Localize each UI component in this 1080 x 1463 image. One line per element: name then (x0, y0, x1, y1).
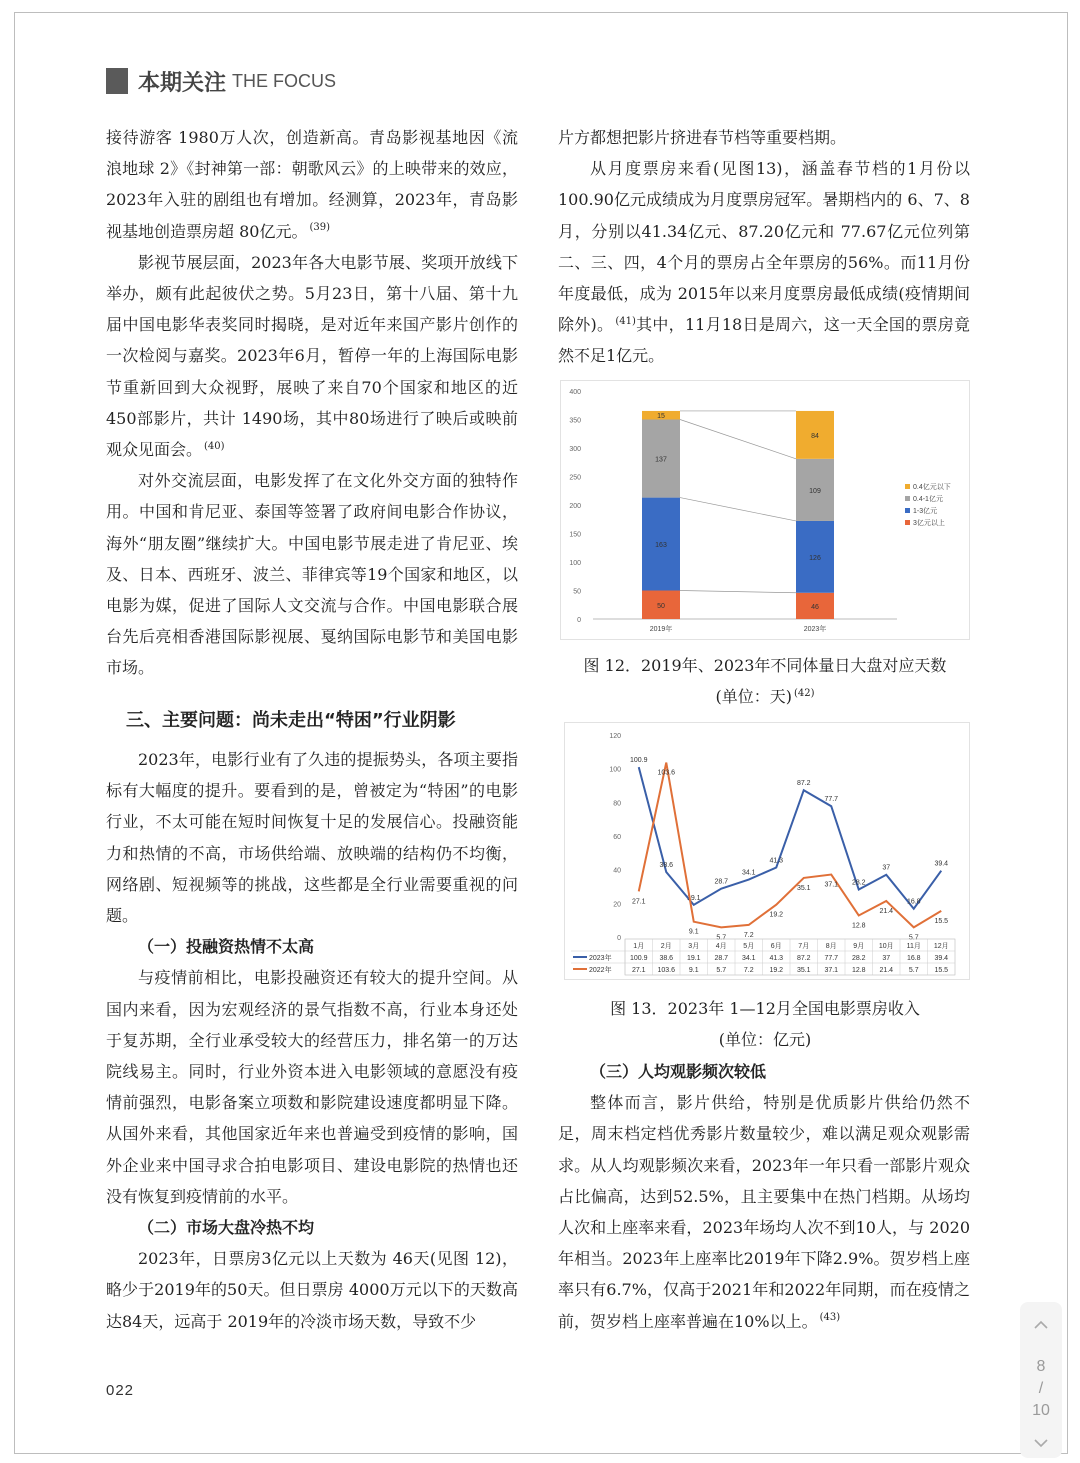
data-label: 39.4 (934, 860, 949, 868)
data-label: 41.3 (769, 857, 784, 865)
data-label: 5.7 (908, 934, 919, 942)
legend-label: 0.4亿元以下 (913, 484, 951, 491)
data-label: 5.7 (716, 934, 727, 942)
paragraph: 对外交流层面，电影发挥了在文化外交方面的独特作用。中国和肯尼亚、泰国等签署了政府间电影合作协议，海外“朋友圈”继续扩大。中国电影节展走进了肯尼亚、埃及、日本、西班牙、波兰、菲律宾等19个国家和地区，以电影为媒，促进了国际人文交流与合作。中国电影联合展台先后亮相香港国际影视展、戛纳国际电影节和美国电影市场。 (106, 471, 518, 678)
section-heading: 三、主要问题：尚未走出“特困”行业阴影 (126, 710, 456, 731)
table-header-cell: 2月 (660, 943, 672, 950)
y-tick-label: 40 (613, 867, 621, 875)
legend-swatch (905, 520, 910, 525)
bar-value-label: 163 (655, 542, 667, 550)
y-tick-label: 100 (609, 766, 621, 774)
paragraph: 2023年，电影行业有了久违的提振势头，各项主要指标有大幅度的提升。要看到的是，曾被定为“特困”的电影行业，不太可能在短时间恢复十足的发展信心。投融资能力和热情的不高，市场供给端、放映端的结构仍不均衡，网络剧、短视频等的挑战，这些都是全行业需要重视的问题。 (106, 750, 518, 926)
data-label: 38.6 (659, 862, 674, 870)
table-cell: 38.6 (659, 955, 674, 962)
y-tick-label: 100 (569, 560, 581, 567)
table-header-cell: 7月 (798, 943, 810, 950)
y-tick-label: 200 (569, 503, 581, 510)
table-cell: 12.8 (851, 967, 866, 974)
left-column-bottom (106, 744, 518, 1337)
y-tick-label: 60 (613, 834, 621, 841)
table-header-cell: 8月 (825, 943, 837, 950)
current-page: 8 (1036, 1358, 1046, 1375)
bar-value-label: 50 (657, 602, 665, 610)
data-label: 19.1 (686, 894, 701, 902)
table-header-cell: 10月 (878, 943, 894, 950)
bar-value-label: 109 (809, 487, 821, 495)
y-tick-label: 120 (609, 733, 621, 740)
y-tick-label: 0 (577, 617, 581, 624)
table-header-cell: 12月 (933, 943, 949, 950)
table-cell: 39.4 (934, 955, 949, 962)
data-label: 9.1 (688, 928, 699, 936)
data-label: 21.4 (879, 907, 894, 915)
data-label: 37.1 (824, 881, 839, 889)
table-cell: 100.9 (629, 955, 648, 962)
subheading: （一）投融资热情不太高 (138, 937, 315, 957)
table-cell: 9.1 (688, 967, 699, 974)
legend-label: 1-3亿元 (913, 508, 938, 515)
bar-value-label: 84 (811, 432, 819, 440)
y-tick-label: 20 (613, 901, 621, 909)
data-label: 28.7 (714, 878, 729, 886)
data-label: 7.2 (743, 931, 754, 939)
data-label: 19.2 (769, 911, 784, 919)
table-cell: 19.1 (686, 955, 701, 962)
table-cell: 103.6 (657, 967, 676, 974)
data-label: 28.2 (851, 879, 866, 887)
header-block-icon (106, 68, 128, 94)
paragraph: 影视节展层面，2023年各大电影节展、奖项开放线下举办，颇有此起彼伏之势。5月23日，第十八届、第十九届中国电影华表奖同时揭晓，是对近年来国产影片创作的一次检阅与嘉奖。2023年6月，暂停一年的上海国际电影节重新回到大众视野，展映了来自70个国家和地区的近450部影片，共计 1490场，其中80场进行了映后或映前观众见面会。 $^{(40)}$ (106, 252, 518, 460)
table-cell: 5.7 (716, 967, 727, 974)
y-tick-label: 80 (613, 800, 621, 808)
data-label: 16.8 (906, 898, 921, 906)
y-tick-label: 350 (569, 417, 581, 425)
legend-swatch (905, 508, 910, 513)
data-label: 35.1 (796, 884, 811, 892)
legend-swatch (905, 496, 910, 501)
legend-label: 2022年 (589, 967, 612, 974)
figure-13-chart (564, 722, 970, 980)
bar-value-label: 15 (657, 413, 665, 421)
table-cell: 37 (882, 955, 891, 962)
table-cell: 77.7 (824, 955, 839, 962)
table-cell: 19.2 (769, 967, 784, 974)
table-header-cell: 1月 (633, 943, 645, 950)
paragraph: 2023年，日票房3亿元以上天数为 46天(见图 12)，略少于2019年的50天。但日票房 4000万元以下的天数高达84天，远高于 2019年的冷淡市场天数，导致不少 (106, 1249, 518, 1331)
figure-12-caption: 图 12．2019年、2023年不同体量日大盘对应天数 (单位：天) $^{(42)}$ (583, 656, 947, 706)
paragraph: 整体而言，影片供给，特别是优质影片供给仍然不足，周末档定档优秀影片数量较少，难以满足观众观影需求。从人均观影频次来看，2023年一年只看一部影片观众占比偏高，达到52.5%，且主要集中在热门档期。从场均人次和上座率来看，2023年场均人次不到10人，与 2020年相当。2023年上座率比2019年下降2.9%。贺岁档上座率只有6.7%，仅高于2021年和2022年同期，而在疫情之前，贺岁档上座率普遍在10%以上。 $^{(43)}$ (558, 1093, 970, 1331)
table-header-cell: 5月 (743, 943, 755, 950)
x-tick-label: 2023年 (803, 626, 827, 633)
table-cell: 16.8 (906, 955, 921, 962)
data-label: 103.6 (657, 769, 676, 777)
table-header-cell: 6月 (770, 943, 782, 950)
stacked-bar-chart (561, 381, 969, 639)
paragraph: 从月度票房来看(见图13)，涵盖春节档的1月份以100.90亿元成绩成为月度票房冠军。暑期档内的 6、7、8月，分别以41.34亿元、87.20亿元和 77.67亿元位列第二、三、四，4个月的票房占全年票房的56%。而11月份年度最低，成为 2015年以来月度票房最低成绩(疫情期间除外)。 $^{(41)}$其中，11月18日是周六，这一天全国的票房竟然不足1亿元。 (558, 159, 970, 366)
data-label: 15.5 (934, 917, 949, 925)
series-line (639, 763, 942, 928)
legend-label: 0.4-1亿元 (913, 496, 943, 503)
table-cell: 28.2 (851, 955, 866, 962)
y-tick-label: 50 (573, 588, 581, 596)
legend-label: 3亿元以上 (913, 520, 945, 527)
table-header-cell: 3月 (688, 943, 700, 950)
table-cell: 87.2 (796, 955, 811, 962)
table-header-cell: 11月 (906, 943, 921, 950)
page-navigator (1020, 1302, 1062, 1458)
chevron-down-icon[interactable] (1020, 1436, 1062, 1454)
y-tick-label: 150 (569, 531, 581, 539)
table-cell: 21.4 (879, 967, 894, 974)
bar-value-label: 126 (809, 554, 821, 562)
figure-13-caption: 图 13．2023年 1—12月全国电影票房收入 (单位：亿元) (610, 999, 920, 1049)
table-cell: 28.7 (714, 955, 729, 962)
y-tick-label: 0 (617, 935, 621, 942)
page-separator: / (1038, 1380, 1044, 1397)
connector-line (680, 591, 796, 593)
connector-line (680, 420, 796, 459)
legend-label: 2023年 (589, 955, 612, 962)
y-tick-label: 250 (569, 474, 581, 482)
total-pages: 10 (1032, 1402, 1050, 1419)
subheading: （二）市场大盘冷热不均 (138, 1218, 315, 1238)
y-tick-label: 300 (569, 446, 581, 453)
table-cell: 37.1 (824, 967, 839, 974)
line-chart (565, 723, 969, 979)
page-number: 022 (106, 1382, 135, 1399)
legend-swatch (905, 484, 910, 489)
x-tick-label: 2019年 (649, 626, 673, 633)
data-label: 100.9 (629, 757, 648, 765)
table-cell: 5.7 (908, 967, 919, 974)
data-label: 34.1 (741, 869, 756, 877)
table-header-cell: 4月 (715, 943, 727, 950)
table-cell: 15.5 (934, 967, 949, 974)
chevron-up-icon[interactable] (1020, 1318, 1062, 1336)
bar-value-label: 137 (655, 456, 667, 464)
data-label: 27.1 (631, 898, 646, 906)
connector-line (680, 498, 796, 521)
data-label: 87.2 (796, 780, 811, 788)
paragraph: 片方都想把影片挤进春节档等重要档期。 (558, 128, 847, 147)
header-title-cn: 本期关注 (138, 70, 227, 96)
bar-value-label: 46 (811, 603, 819, 611)
data-label: 37 (882, 864, 891, 872)
right-column-bottom (558, 1056, 970, 1337)
table-cell: 7.2 (743, 967, 754, 974)
paragraph: 接待游客 1980万人次，创造新高。青岛影视基地因《流浪地球 2》《封神第一部：朝歌风云》的上映带来的效应，2023年入驻的剧组也有增加。经测算，2023年，青岛影视基地创造票房超 80亿元。 $^{(39)}$ (106, 128, 518, 241)
series-line (639, 767, 942, 909)
paragraph: 与疫情前相比，电影投融资还有较大的提升空间。从国内来看，因为宏观经济的景气指数不高，行业本身还处于复苏期，全行业承受较大的经营压力，排名第一的万达院线易主。同时，行业外资本进入电影领域的意愿没有疫情前强烈，电影备案立项数和影院建设速度都明显下降。从国外来看，其他国家近年来也普遍受到疫情的影响，国外企业来中国寻求合拍电影项目、建设电影院的热情也还没有恢复到疫情前的水平。 (106, 968, 518, 1206)
left-column-top (106, 122, 518, 684)
table-cell: 27.1 (631, 967, 646, 974)
subheading: （三）人均观影频次较低 (590, 1062, 767, 1081)
table-header-cell: 9月 (853, 943, 865, 950)
data-label: 77.7 (824, 796, 839, 804)
page-header (106, 66, 336, 96)
table-cell: 35.1 (796, 967, 811, 974)
y-tick-label: 400 (569, 389, 581, 396)
figure-12-chart (560, 380, 970, 640)
header-title-en: THE FOCUS (232, 70, 337, 91)
right-column-top (558, 122, 970, 372)
table-cell: 41.3 (769, 955, 784, 962)
table-cell: 34.1 (741, 955, 756, 962)
data-label: 12.8 (851, 922, 866, 930)
